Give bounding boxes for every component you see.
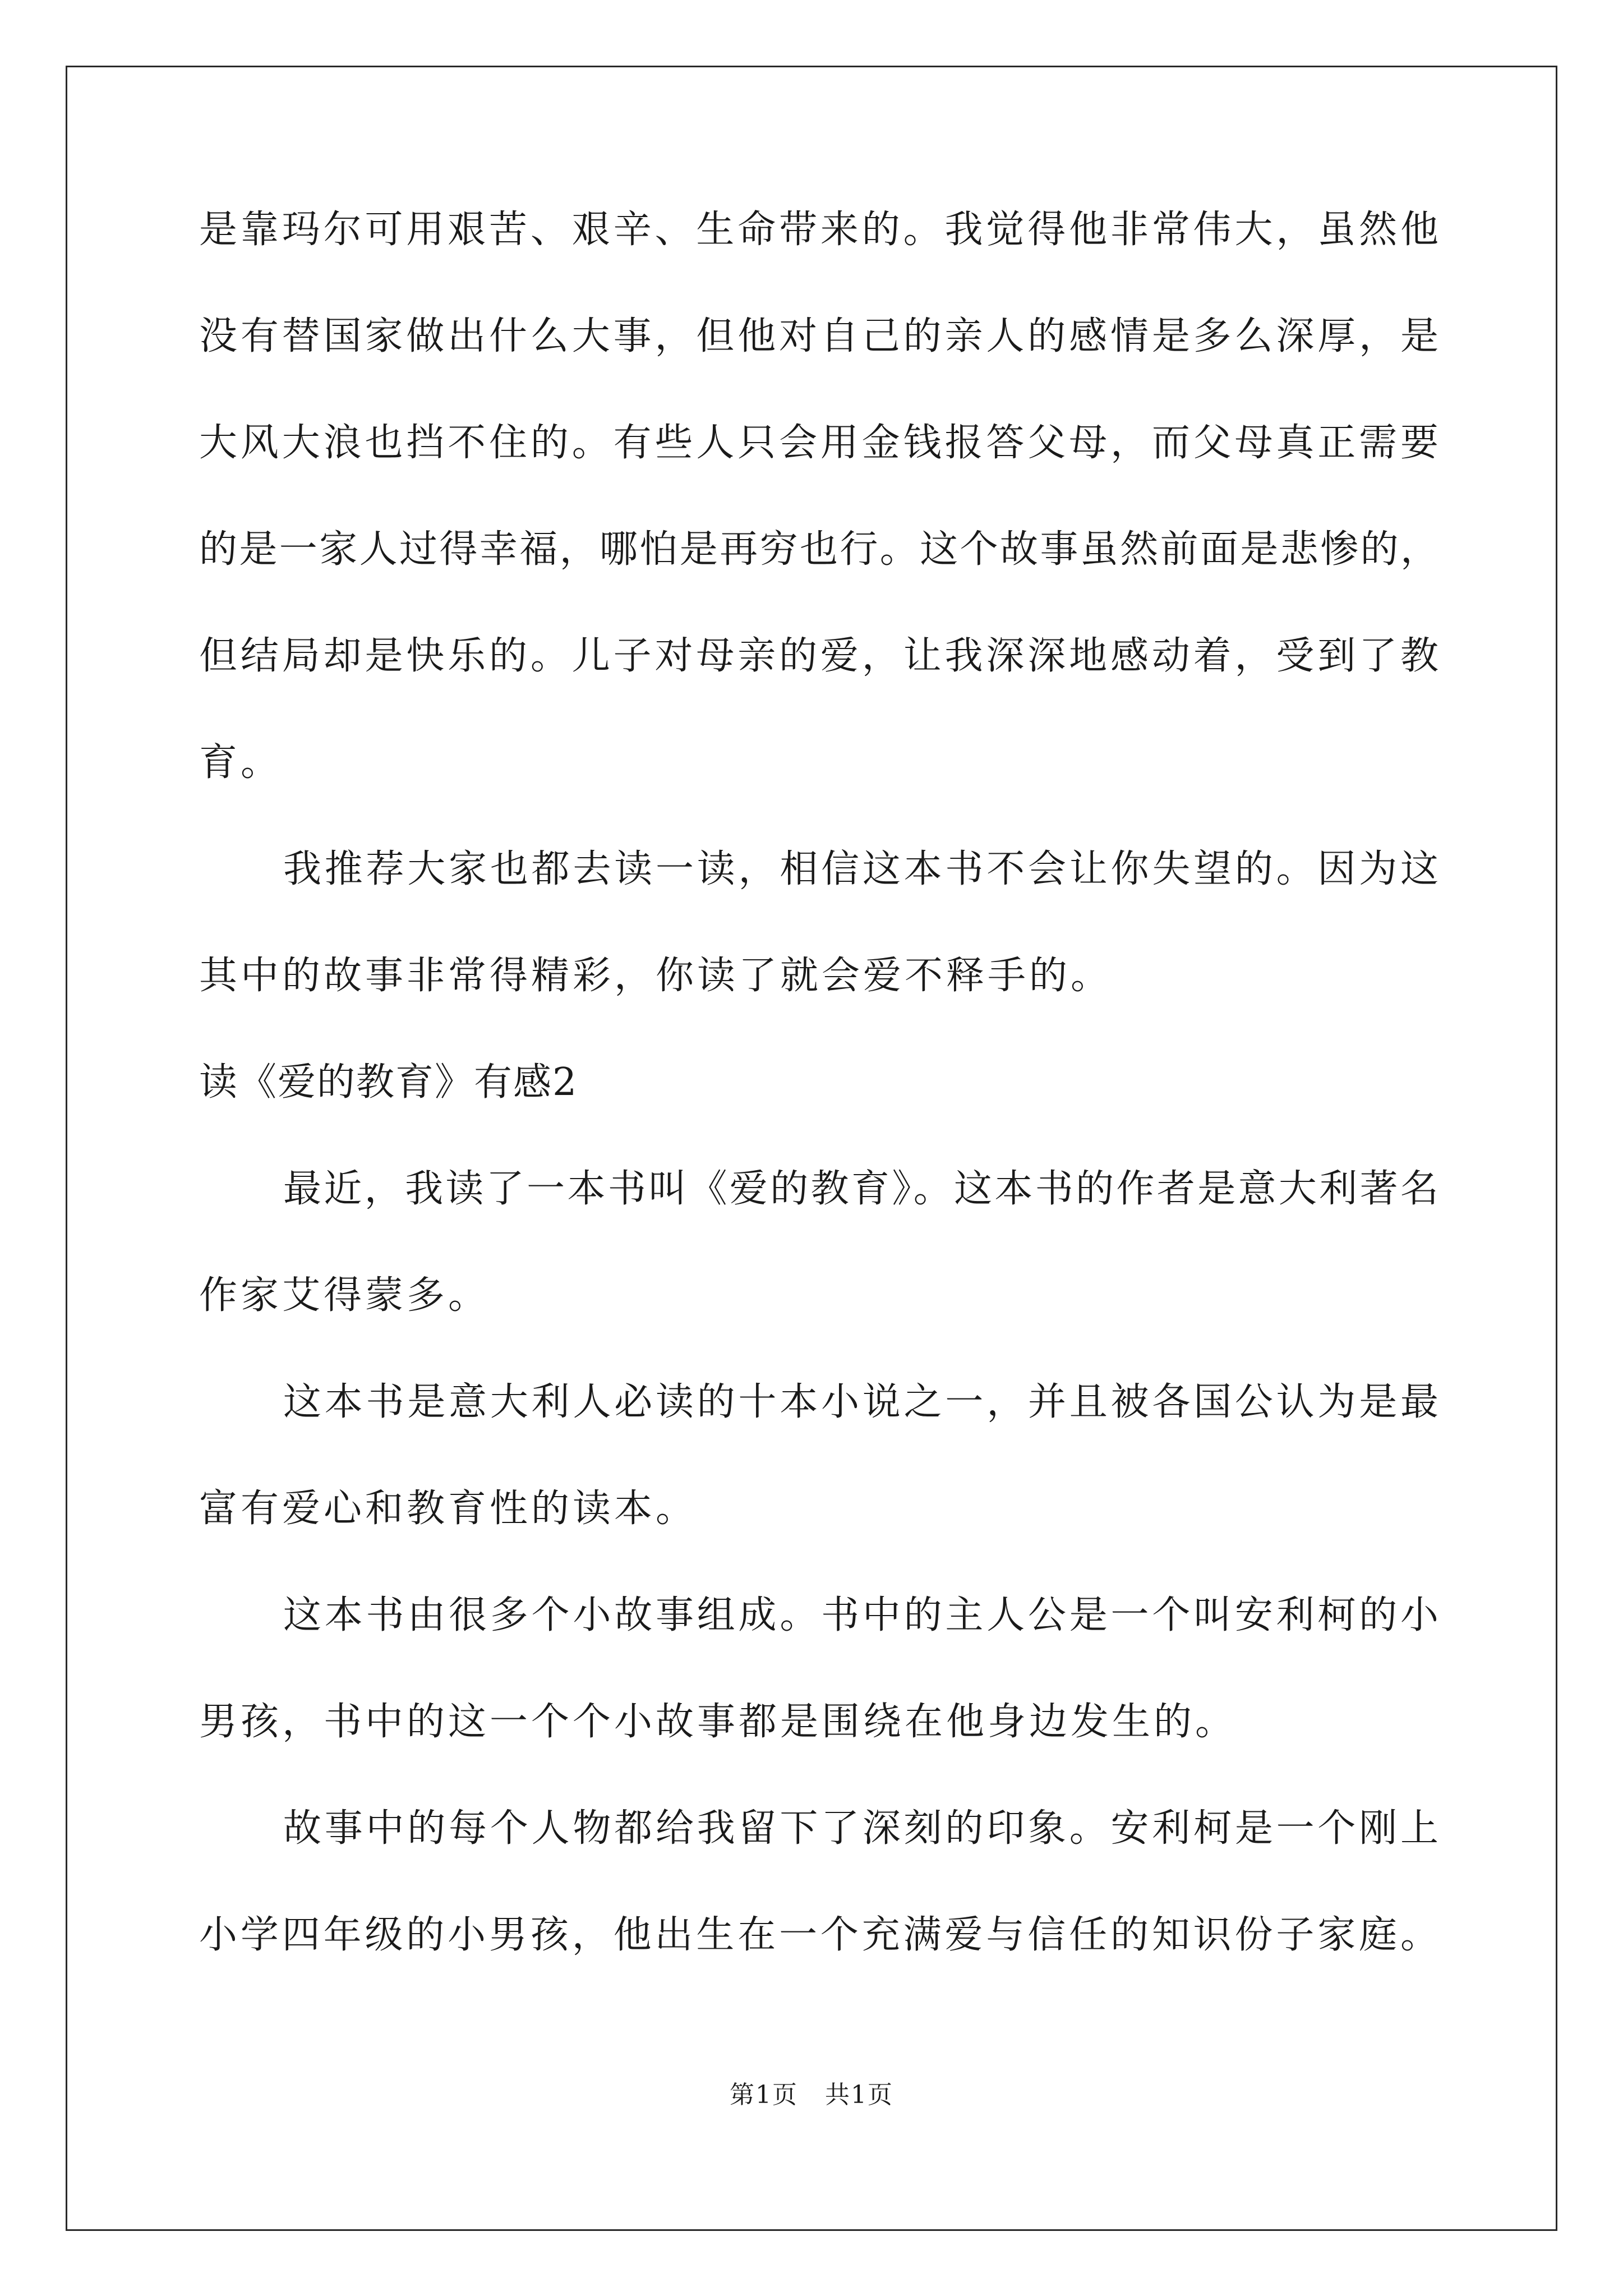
paragraph-intro-line-2: 作家艾得蒙多。 [199, 1273, 490, 1318]
paragraph-characters-line-1: 故事中的每个人物都给我留下了深刻的印象。安利柯是一个刚上 [283, 1806, 1438, 1851]
text-line-5: 但结局却是快乐的。儿子对母亲的爱，让我深深地感动着，受到了教 [199, 634, 1438, 678]
paragraph-recommend-line-1: 我推荐大家也都去读一读，相信这本书不会让你失望的。因为这 [283, 847, 1438, 891]
paragraph-characters-line-2: 小学四年级的小男孩，他出生在一个充满爱与信任的知识份子家庭。 [199, 1913, 1438, 1957]
paragraph-reading-line-2: 富有爱心和教育性的读本。 [199, 1487, 698, 1531]
paragraph-reading-line-1: 这本书是意大利人必读的十本小说之一，并且被各国公认为是最 [283, 1380, 1438, 1424]
section-heading: 读《爱的教育》有感2 [199, 1060, 578, 1105]
paragraph-intro-line-1: 最近，我读了一本书叫《爱的教育》。这本书的作者是意大利著名 [283, 1167, 1438, 1211]
text-line-4: 的是一家人过得幸福，哪怕是再穷也行。这个故事虽然前面是悲惨的， [199, 527, 1438, 572]
text-line-6: 育。 [199, 740, 283, 785]
paragraph-stories-line-1: 这本书由很多个小故事组成。书中的主人公是一个叫安利柯的小 [283, 1593, 1438, 1637]
paragraph-stories-line-2: 男孩，书中的这一个个小故事都是围绕在他身边发生的。 [199, 1700, 1237, 1744]
text-line-1: 是靠玛尔可用艰苦、艰辛、生命带来的。我觉得他非常伟大，虽然他 [199, 208, 1438, 252]
text-line-2: 没有替国家做出什么大事，但他对自己的亲人的感情是多么深厚，是 [199, 314, 1438, 358]
paragraph-recommend-line-2: 其中的故事非常得精彩，你读了就会爱不释手的。 [199, 954, 1113, 998]
page-border [66, 66, 1557, 2231]
text-line-3: 大风大浪也挡不住的。有些人只会用金钱报答父母，而父母真正需要 [199, 421, 1438, 465]
page-footer: 第1页 共1页 [730, 2081, 893, 2109]
